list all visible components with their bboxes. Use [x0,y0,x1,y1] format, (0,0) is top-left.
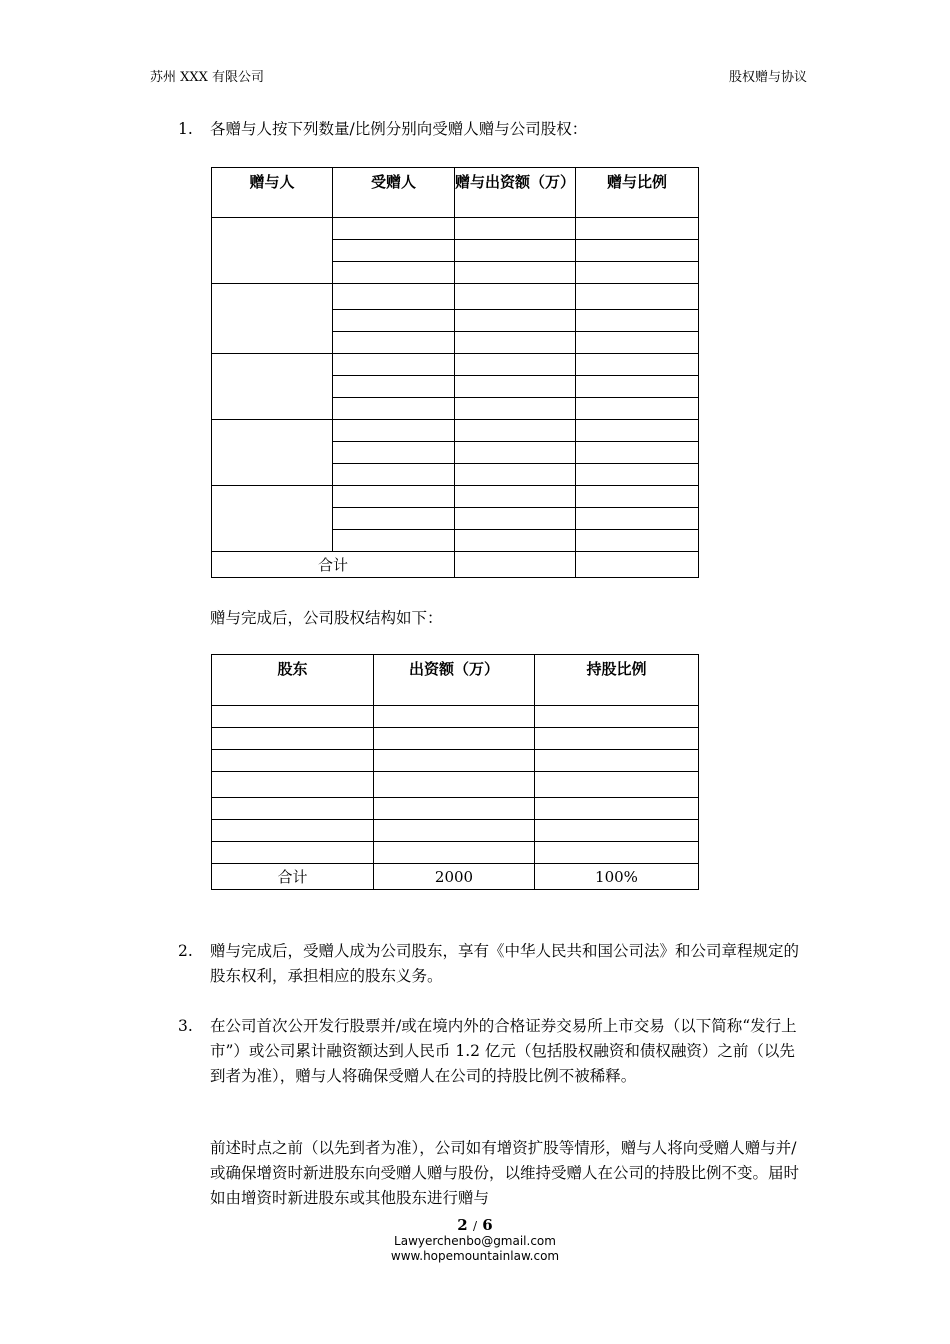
clause-1-text: 各赠与人按下列数量/比例分别向受赠人赠与公司股权： [210,120,588,138]
table-row [212,772,699,798]
table-row [212,728,699,750]
total-label: 合计 [212,552,455,578]
table-cell [455,284,576,310]
after-gift-text: 赠与完成后，公司股权结构如下： [210,609,443,627]
table-cell [535,706,699,728]
total-label: 合计 [212,864,374,890]
header-doc-title: 股权赠与协议 [728,70,807,85]
table-cell [333,420,455,442]
table-cell [576,240,699,262]
page-current: 2 [457,1216,468,1234]
table-cell [212,706,374,728]
gift-table [211,167,699,578]
table-cell [455,464,576,486]
col-header-gift-ratio: 赠与比例 [576,168,699,218]
table-row [212,420,699,442]
table-row [212,750,699,772]
col-header-capital: 出资额（万） [374,655,535,706]
table-cell [212,772,374,798]
table-cell [333,530,455,552]
table-cell [576,218,699,240]
table-cell [455,354,576,376]
table-cell [333,218,455,240]
table-cell [212,820,374,842]
clause-3-text: 在公司首次公开发行股票并/或在境内外的合格证券交易所上市交易（以下简称“发行上市”）或公司累计融资额达到人民币 1.2 亿元（包括股权融资和债权融资）之前（以先到者为准），赠与人将确保受赠人在公司的持股比例不被稀释。 [210,1017,797,1085]
table-cell [333,398,455,420]
table-cell [374,820,535,842]
table-cell [576,508,699,530]
page-total: 6 [482,1216,493,1234]
table-cell [535,820,699,842]
table-cell [212,750,374,772]
table-cell [535,750,699,772]
table-cell [455,420,576,442]
donor-cell [212,486,333,552]
table-cell [455,552,576,578]
table-cell [576,310,699,332]
table-cell [455,262,576,284]
table-cell [455,442,576,464]
total-ratio: 100% [535,864,699,890]
table-cell [535,842,699,864]
col-header-shareholder: 股东 [212,655,374,706]
clause-2-text: 赠与完成后，受赠人成为公司股东，享有《中华人民共和国公司法》和公司章程规定的股东权利，承担相应的股东义务。 [210,942,800,985]
col-header-gift-amount: 赠与出资额（万） [455,168,576,218]
table-cell [333,354,455,376]
table-cell [212,798,374,820]
col-header-donor: 赠与人 [212,168,333,218]
gift-table-total-row [212,552,699,578]
table-cell [455,332,576,354]
donor-cell [212,284,333,354]
table-cell [576,420,699,442]
gift-table-header-row [212,168,699,218]
table-cell [333,240,455,262]
table-cell [333,262,455,284]
table-row [212,842,699,864]
table-cell [333,442,455,464]
donor-cell [212,420,333,486]
table-cell [455,240,576,262]
clause-2-number: 2. [178,942,193,960]
table-cell [374,798,535,820]
table-row [212,218,699,240]
footer-email: Lawyerchenbo@gmail.com [394,1234,556,1248]
table-cell [455,530,576,552]
table-cell [374,750,535,772]
table-cell [333,464,455,486]
col-header-share-ratio: 持股比例 [535,655,699,706]
table-cell [535,728,699,750]
clause-3-number: 3. [178,1017,193,1035]
table-row [212,284,699,310]
donor-cell [212,218,333,284]
table-cell [576,376,699,398]
table-cell [374,772,535,798]
table-cell [535,798,699,820]
table-cell [455,310,576,332]
table-cell [333,486,455,508]
table-row [212,486,699,508]
shareholding-header-row [212,655,699,706]
total-amount: 2000 [374,864,535,890]
table-cell [333,508,455,530]
table-cell [455,398,576,420]
table-cell [374,728,535,750]
table-row [212,354,699,376]
col-header-donee: 受赠人 [333,168,455,218]
table-row [212,820,699,842]
table-row [212,798,699,820]
table-cell [333,332,455,354]
table-cell [455,486,576,508]
clause-3-paragraph-2: 前述时点之前（以先到者为准），公司如有增资扩股等情形，赠与人将向受赠人赠与并/或确保增资时新进股东向受赠人赠与股份，以维持受赠人在公司的持股比例不变。届时如由增资时新进股东或其他股东进行赠与 [210,1139,800,1207]
table-row [212,706,699,728]
shareholding-table [211,654,699,890]
table-cell [333,376,455,398]
table-cell [455,376,576,398]
table-cell [576,262,699,284]
page-number [0,1216,950,1234]
table-cell [576,486,699,508]
table-cell [212,728,374,750]
table-cell [212,842,374,864]
table-cell [374,842,535,864]
table-cell [576,464,699,486]
table-cell [576,442,699,464]
table-cell [535,772,699,798]
table-cell [374,706,535,728]
table-cell [455,508,576,530]
table-cell [576,284,699,310]
table-cell [576,552,699,578]
shareholding-total-row [212,864,699,890]
page-separator: / [472,1219,478,1233]
footer-website: www.hopemountainlaw.com [390,1249,560,1263]
table-cell [576,332,699,354]
clause-1-number: 1. [178,120,193,138]
table-cell [455,218,576,240]
table-cell [576,530,699,552]
header-company: 苏州 XXX 有限公司 [150,70,265,85]
table-cell [576,398,699,420]
table-cell [333,310,455,332]
table-cell [576,354,699,376]
table-cell [333,284,455,310]
donor-cell [212,354,333,420]
